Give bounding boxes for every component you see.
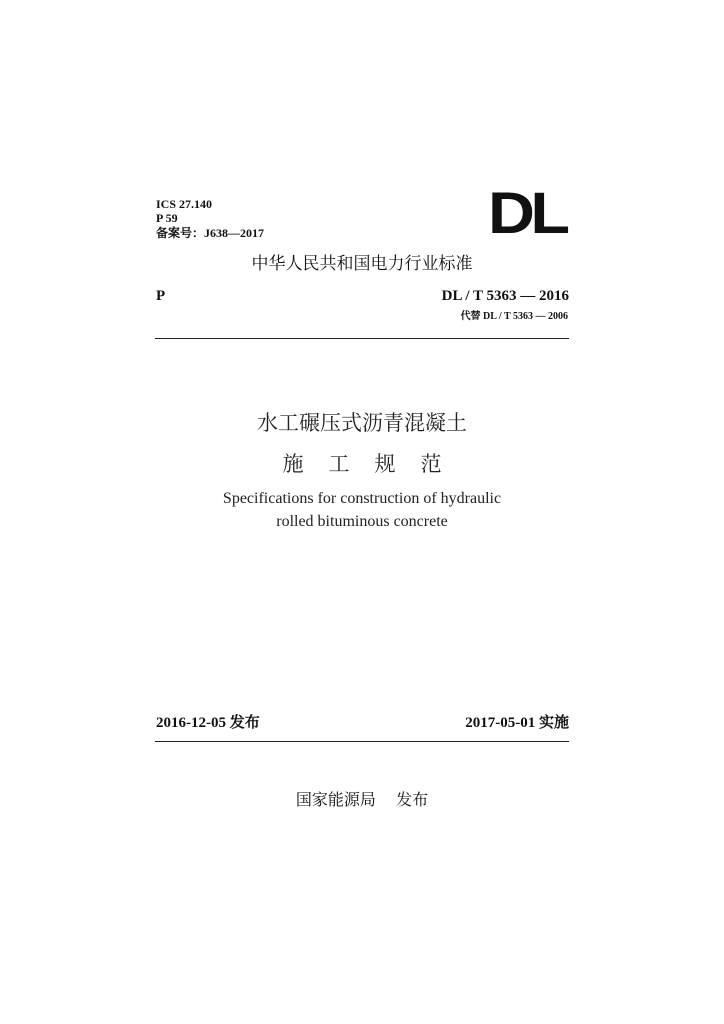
publisher: 国家能源局 发布 [295,790,429,809]
effective-date: 2017-05-01 实施 [465,715,569,731]
classification-letter: P [156,288,166,304]
bottom-divider [155,741,569,742]
title-english-line1: Specifications for construction of hydraulic [222,490,502,507]
issuer-title: 中华人民共和国电力行业标准 [251,254,473,274]
ics-code: ICS 27.140 [156,197,213,211]
ccs-code: P 59 [156,211,178,225]
title-chinese-line2: 施工规范 [282,452,467,476]
title-chinese-line1: 水工碾压式沥青混凝土 [257,411,467,435]
top-divider [155,338,569,339]
filing-number: 备案号：J638—2017 [156,226,265,240]
replaces-standard: 代替 DL / T 5363 — 2006 [460,311,568,322]
issue-date: 2016-12-05 发布 [156,715,260,731]
title-english-line2: rolled bituminous concrete [276,513,448,530]
dl-logo: DL [488,181,566,246]
standard-number: DL / T 5363 — 2016 [441,288,569,304]
